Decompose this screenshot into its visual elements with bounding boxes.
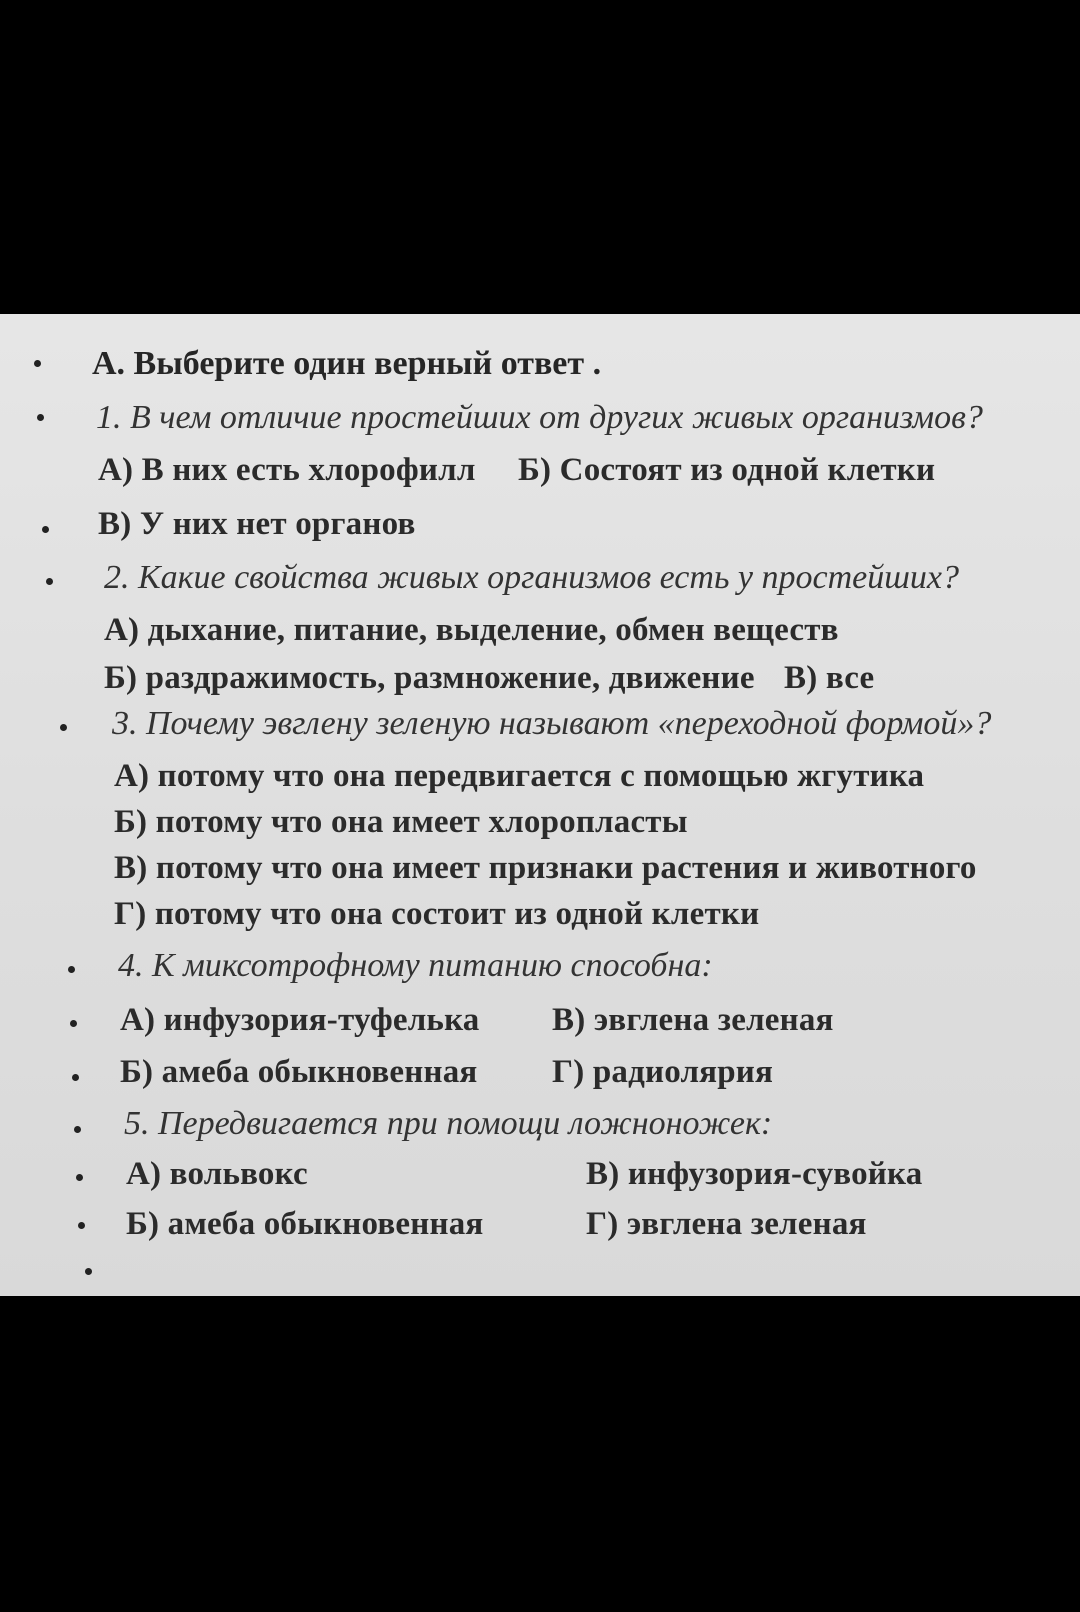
question-5: 5. Передвигается при помощи ложноножек: <box>124 1105 773 1142</box>
answer-2-v: В) все <box>784 660 875 696</box>
answer-4-row-1 <box>120 1000 834 1040</box>
answer-2-b-row <box>104 658 874 698</box>
answer-5-row-1 <box>126 1154 922 1194</box>
answer-4-b: Б) амеба обыкновенная <box>120 1054 478 1090</box>
answer-3-b: Б) потому что она имеет хлоропласты <box>114 804 688 840</box>
answer-1-v: В) У них нет органов <box>98 506 416 542</box>
question-1: 1. В чем отличие простейших от других живых организмов? <box>96 399 983 436</box>
question-4: 4. К миксотрофному питанию способна: <box>118 947 713 984</box>
question-3: 3. Почему эвглену зеленую называют «переходной формой»? <box>112 705 992 742</box>
bullet <box>78 1222 85 1229</box>
bullet <box>70 1020 77 1027</box>
answer-5-g: Г) эвглена зеленая <box>586 1206 867 1242</box>
bullet <box>37 414 44 421</box>
answer-3-v: В) потому что она имеет признаки растения и животного <box>114 850 977 886</box>
answer-1-a-text: А) В них есть хлорофилл <box>98 452 476 488</box>
answer-4-v: В) эвглена зеленая <box>552 1002 834 1038</box>
bullet <box>68 966 75 973</box>
answer-4-row-2 <box>120 1052 773 1092</box>
answer-5-b: Б) амеба обыкновенная <box>126 1206 484 1242</box>
answer-5-row-2 <box>126 1204 867 1244</box>
bullet <box>60 724 67 731</box>
answer-1-a <box>98 450 935 490</box>
answer-5-v: В) инфузория-сувойка <box>586 1156 923 1192</box>
bullet <box>85 1268 92 1275</box>
bullet <box>74 1126 81 1133</box>
answer-2-a: А) дыхание, питание, выделение, обмен веществ <box>104 612 839 648</box>
section-heading: А. Выберите один верный ответ . <box>92 345 602 382</box>
answer-4-g: Г) радиолярия <box>552 1054 774 1090</box>
answer-3-a: А) потому что она передвигается с помощью жгутика <box>114 758 925 794</box>
bullet <box>46 578 53 585</box>
answer-4-a: А) инфузория-туфелька <box>120 1002 480 1038</box>
answer-3-g: Г) потому что она состоит из одной клетки <box>114 896 760 932</box>
answer-1-b: Б) Состоят из одной клетки <box>518 452 936 488</box>
worksheet-page <box>0 314 1080 1296</box>
bullet <box>72 1074 79 1081</box>
bullet <box>34 360 41 367</box>
bullet <box>76 1174 83 1181</box>
answer-2-b: Б) раздражимость, размножение, движение <box>104 660 755 696</box>
question-2: 2. Какие свойства живых организмов есть у простейших? <box>104 559 959 596</box>
answer-5-a: А) вольвокс <box>126 1156 308 1192</box>
bullet <box>42 526 49 533</box>
